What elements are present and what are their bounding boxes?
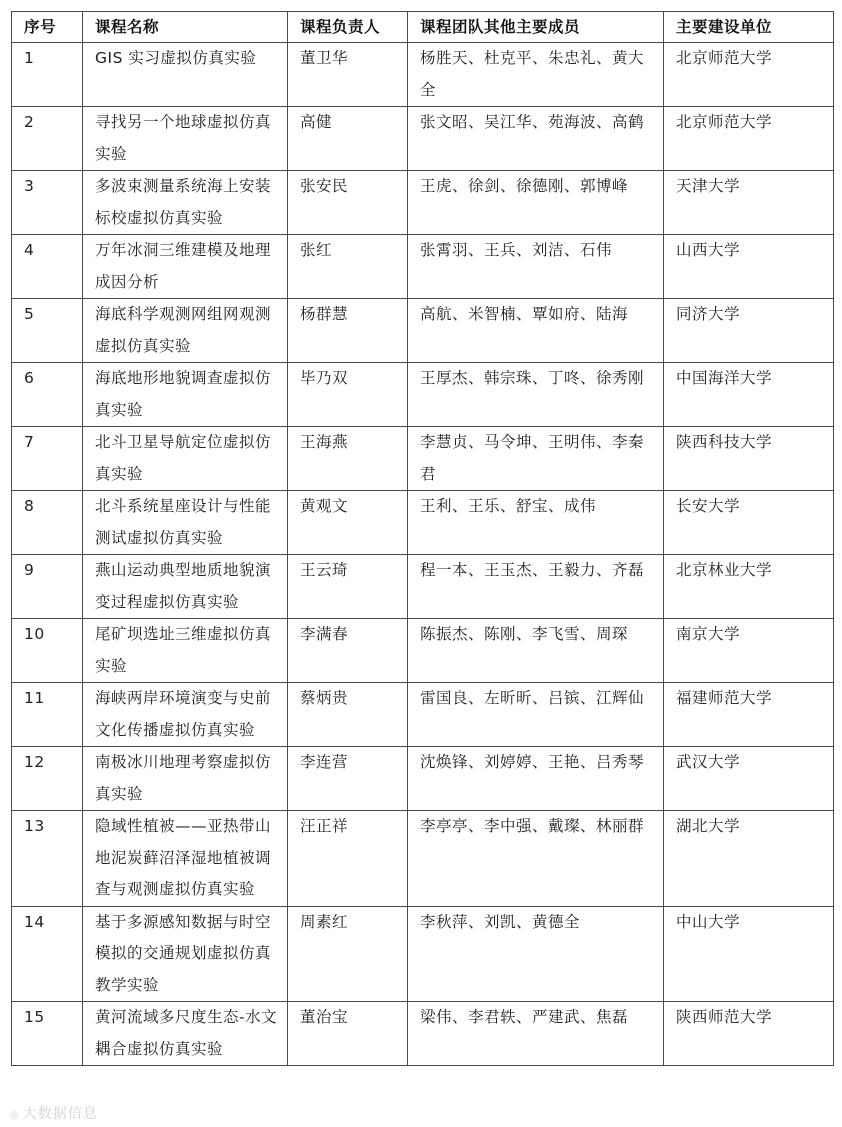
building-unit: 中国海洋大学 [664,363,834,427]
course-lead: 毕乃双 [288,363,408,427]
course-name: 黄河流域多尺度生态-水文耦合虚拟仿真实验 [83,1002,288,1066]
team-members: 陈振杰、陈刚、李飞雪、周琛 [408,619,664,683]
watermark [10,1103,98,1123]
course-lead: 董治宝 [288,1002,408,1066]
team-members: 沈焕锋、刘婷婷、王艳、吕秀琴 [408,747,664,811]
team-members: 杨胜天、杜克平、朱忠礼、黄大全 [408,43,664,107]
team-members: 梁伟、李君轶、严建武、焦磊 [408,1002,664,1066]
team-members: 雷国良、左昕昕、吕镔、江辉仙 [408,683,664,747]
course-lead: 李满春 [288,619,408,683]
building-unit: 北京师范大学 [664,43,834,107]
row-num: 7 [12,427,83,491]
course-lead: 张安民 [288,171,408,235]
table-row [12,171,834,235]
course-lead: 汪正祥 [288,811,408,907]
table-header [12,12,834,43]
team-members: 张霄羽、王兵、刘洁、石伟 [408,235,664,299]
row-num: 11 [12,683,83,747]
header-lead: 课程负责人 [288,12,408,43]
building-unit: 山西大学 [664,235,834,299]
table-row [12,235,834,299]
building-unit: 武汉大学 [664,747,834,811]
course-name: 尾矿坝选址三维虚拟仿真实验 [83,619,288,683]
header-unit: 主要建设单位 [664,12,834,43]
header-course-name: 课程名称 [83,12,288,43]
course-name: 寻找另一个地球虚拟仿真实验 [83,107,288,171]
course-name: 燕山运动典型地质地貌演变过程虚拟仿真实验 [83,555,288,619]
course-name: 海峡两岸环境演变与史前文化传播虚拟仿真实验 [83,683,288,747]
course-lead: 周素红 [288,906,408,1002]
table-row [12,747,834,811]
course-name: 海底地形地貌调查虚拟仿真实验 [83,363,288,427]
table-row [12,43,834,107]
course-lead: 蔡炳贵 [288,683,408,747]
table-row [12,1002,834,1066]
header-team: 课程团队其他主要成员 [408,12,664,43]
course-lead: 李连营 [288,747,408,811]
row-num: 12 [12,747,83,811]
course-name: 基于多源感知数据与时空模拟的交通规划虚拟仿真教学实验 [83,906,288,1002]
row-num: 5 [12,299,83,363]
row-num: 4 [12,235,83,299]
course-name: 南极冰川地理考察虚拟仿真实验 [83,747,288,811]
building-unit: 北京林业大学 [664,555,834,619]
table-row [12,107,834,171]
row-num: 14 [12,906,83,1002]
table-row [12,555,834,619]
course-name: 万年冰洞三维建模及地理成因分析 [83,235,288,299]
building-unit: 福建师范大学 [664,683,834,747]
table-row [12,427,834,491]
course-name: 北斗卫星导航定位虚拟仿真实验 [83,427,288,491]
table-row [12,491,834,555]
team-members: 王虎、徐剑、徐德刚、郭博峰 [408,171,664,235]
row-num: 10 [12,619,83,683]
course-name: 多波束测量系统海上安装标校虚拟仿真实验 [83,171,288,235]
team-members: 王厚杰、韩宗珠、丁咚、徐秀刚 [408,363,664,427]
table-body [12,43,834,1066]
row-num: 13 [12,811,83,907]
table-row [12,906,834,1002]
table-row [12,299,834,363]
building-unit: 湖北大学 [664,811,834,907]
row-num: 2 [12,107,83,171]
table-row [12,683,834,747]
row-num: 8 [12,491,83,555]
team-members: 程一本、王玉杰、王毅力、齐磊 [408,555,664,619]
watermark-text: 大数据信息 [22,1106,98,1122]
row-num: 3 [12,171,83,235]
course-lead: 张红 [288,235,408,299]
course-lead: 王海燕 [288,427,408,491]
course-name: 北斗系统星座设计与性能测试虚拟仿真实验 [83,491,288,555]
team-members: 高航、米智楠、覃如府、陆海 [408,299,664,363]
building-unit: 陕西科技大学 [664,427,834,491]
course-lead: 高健 [288,107,408,171]
table-row [12,619,834,683]
course-lead: 王云琦 [288,555,408,619]
building-unit: 天津大学 [664,171,834,235]
row-num: 1 [12,43,83,107]
course-name: 海底科学观测网组网观测虚拟仿真实验 [83,299,288,363]
watermark-logo-icon: ◎ [10,1110,20,1121]
course-table [11,11,834,1066]
team-members: 王利、王乐、舒宝、成伟 [408,491,664,555]
header-row [12,12,834,43]
building-unit: 中山大学 [664,906,834,1002]
row-num: 9 [12,555,83,619]
team-members: 李亭亭、李中强、戴璨、林丽群 [408,811,664,907]
course-name: 隐域性植被——亚热带山地泥炭藓沼泽湿地植被调查与观测虚拟仿真实验 [83,811,288,907]
course-name: GIS 实习虚拟仿真实验 [83,43,288,107]
team-members: 张文昭、吴江华、苑海波、高鹤 [408,107,664,171]
course-lead: 杨群慧 [288,299,408,363]
course-lead: 黄观文 [288,491,408,555]
row-num: 15 [12,1002,83,1066]
table-row [12,811,834,907]
building-unit: 长安大学 [664,491,834,555]
building-unit: 北京师范大学 [664,107,834,171]
team-members: 李秋萍、刘凯、黄德全 [408,906,664,1002]
course-lead: 董卫华 [288,43,408,107]
building-unit: 陕西师范大学 [664,1002,834,1066]
building-unit: 同济大学 [664,299,834,363]
header-num: 序号 [12,12,83,43]
row-num: 6 [12,363,83,427]
building-unit: 南京大学 [664,619,834,683]
team-members: 李慧贞、马令坤、王明伟、李秦君 [408,427,664,491]
table-row [12,363,834,427]
